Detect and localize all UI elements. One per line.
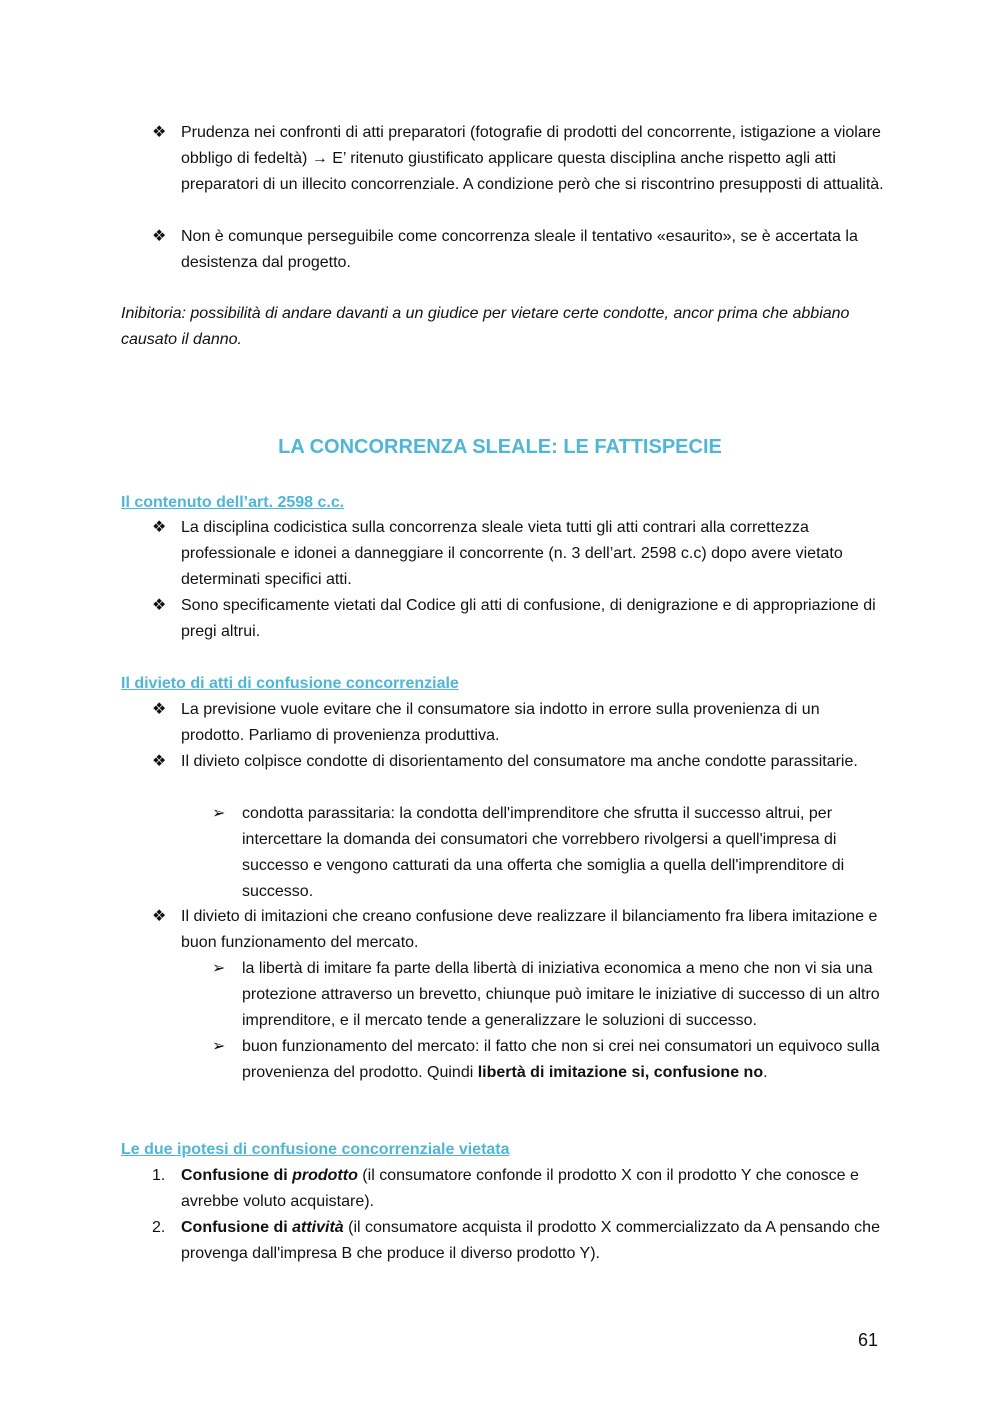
diamond-bullet-icon: ❖ bbox=[152, 519, 167, 536]
item-rest: (il consumatore acquista il prodotto X commercializzato da A pensando che provenga dall'impresa B che produce il diverso prodotto Y). bbox=[181, 1219, 880, 1262]
diamond-bullet-icon: ❖ bbox=[152, 228, 167, 245]
sub-bullet-text-bold: libertà di imitazione si, confusione no bbox=[477, 1064, 764, 1081]
sub-bullet-text bbox=[242, 1034, 887, 1086]
bullet-text: Non è comunque perseguibile come concorrenza sleale il tentativo «esaurito», se è accertata la desistenza dal progetto. bbox=[181, 228, 858, 271]
list-item bbox=[152, 515, 887, 593]
item-bold-italic: prodotto bbox=[292, 1167, 358, 1184]
list-item bbox=[152, 593, 887, 645]
numbered-item bbox=[152, 1215, 887, 1267]
diamond-bullet-icon: ❖ bbox=[152, 701, 167, 718]
sub-bullet-text: la libertà di imitare fa parte della libertà di iniziativa economica a meno che non vi sia una protezione attraverso un brevetto, chiunque può imitare le iniziative di successo di un altro imprenditore, e il mercato tende a generalizzare le soluzioni di successo. bbox=[242, 960, 880, 1029]
section-title: LA CONCORRENZA SLEALE: LE FATTISPECIE bbox=[278, 436, 722, 458]
diamond-bullet-icon: ❖ bbox=[152, 124, 167, 141]
bullet-text: Il divieto colpisce condotte di disorientamento del consumatore ma anche condotte parassitarie. bbox=[181, 753, 858, 770]
numbered-item-text bbox=[181, 1163, 887, 1215]
arrow-bullet-icon: ➢ bbox=[212, 805, 226, 822]
page-number: 61 bbox=[858, 1330, 879, 1350]
sub-bullet-text-end: . bbox=[763, 1064, 768, 1081]
diamond-bullet-icon: ❖ bbox=[152, 908, 167, 925]
sub-list-item bbox=[212, 1034, 887, 1086]
item-bold: Confusione di bbox=[181, 1167, 293, 1184]
diamond-bullet-icon: ❖ bbox=[152, 597, 167, 614]
subsection-title: Il divieto di atti di confusione concorrenziale bbox=[121, 675, 459, 692]
item-bold: Confusione di bbox=[181, 1219, 293, 1236]
sub-bullet-text: condotta parassitaria: la condotta dell'imprenditore che sfrutta il successo altrui, per intercettare la domanda dei consumatori che vorrebbero rivolgersi a quell'impresa di successo e vengono catturati da una offerta che somiglia a quella dell'imprenditore di successo. bbox=[242, 805, 845, 900]
item-number: 2. bbox=[152, 1219, 166, 1236]
list-item bbox=[152, 697, 887, 749]
bullet-text: Il divieto di imitazioni che creano confusione deve realizzare il bilanciamento fra libera imitazione e buon funzionamento del mercato. bbox=[181, 908, 878, 951]
inibitoria-paragraph: Inibitoria: possibilità di andare davanti a un giudice per vietare certe condotte, ancor prima che abbiano causato il danno. bbox=[121, 305, 850, 348]
bullet-text: Prudenza nei confronti di atti preparatori (fotografie di prodotti del concorrente, istigazione a violare obbligo di fedeltà) → E’ ritenuto giustificato applicare questa disciplina anche rispetto agli atti preparatori di un illecito concorrenziale. A condizione però che si riscontrino presupposti di attualità. bbox=[181, 124, 884, 193]
sub-list-item bbox=[212, 956, 887, 1034]
bullet-text: La previsione vuole evitare che il consumatore sia indotto in errore sulla provenienza di un prodotto. Parliamo di provenienza produttiva. bbox=[181, 701, 820, 744]
item-number: 1. bbox=[152, 1167, 166, 1184]
subsection-title: Le due ipotesi di confusione concorrenziale vietata bbox=[121, 1141, 510, 1158]
arrow-bullet-icon: ➢ bbox=[212, 960, 226, 977]
sub-list-item bbox=[212, 801, 887, 905]
list-item bbox=[152, 224, 887, 276]
numbered-item-text bbox=[181, 1215, 887, 1267]
item-bold-italic: attività bbox=[292, 1219, 344, 1236]
list-item bbox=[152, 749, 887, 775]
list-item bbox=[152, 904, 887, 956]
item-rest: (il consumatore confonde il prodotto X con il prodotto Y che conosce e avrebbe voluto acquistare). bbox=[181, 1167, 859, 1210]
list-item bbox=[152, 120, 887, 198]
arrow-bullet-icon: ➢ bbox=[212, 1038, 226, 1055]
subsection-title: Il contenuto dell’art. 2598 c.c. bbox=[121, 494, 345, 511]
diamond-bullet-icon: ❖ bbox=[152, 753, 167, 770]
bullet-text: La disciplina codicistica sulla concorrenza sleale vieta tutti gli atti contrari alla correttezza professionale e idonei a danneggiare il concorrente (n. 3 dell’art. 2598 c.c) dopo avere vietato determinati specifici atti. bbox=[181, 519, 843, 588]
sub-bullet-text-plain: buon funzionamento del mercato: il fatto che non si crei nei consumatori un equivoco sulla provenienza del prodotto. Quindi bbox=[242, 1038, 880, 1081]
numbered-item bbox=[152, 1163, 887, 1215]
bullet-text: Sono specificamente vietati dal Codice gli atti di confusione, di denigrazione e di appropriazione di pregi altrui. bbox=[181, 597, 876, 640]
